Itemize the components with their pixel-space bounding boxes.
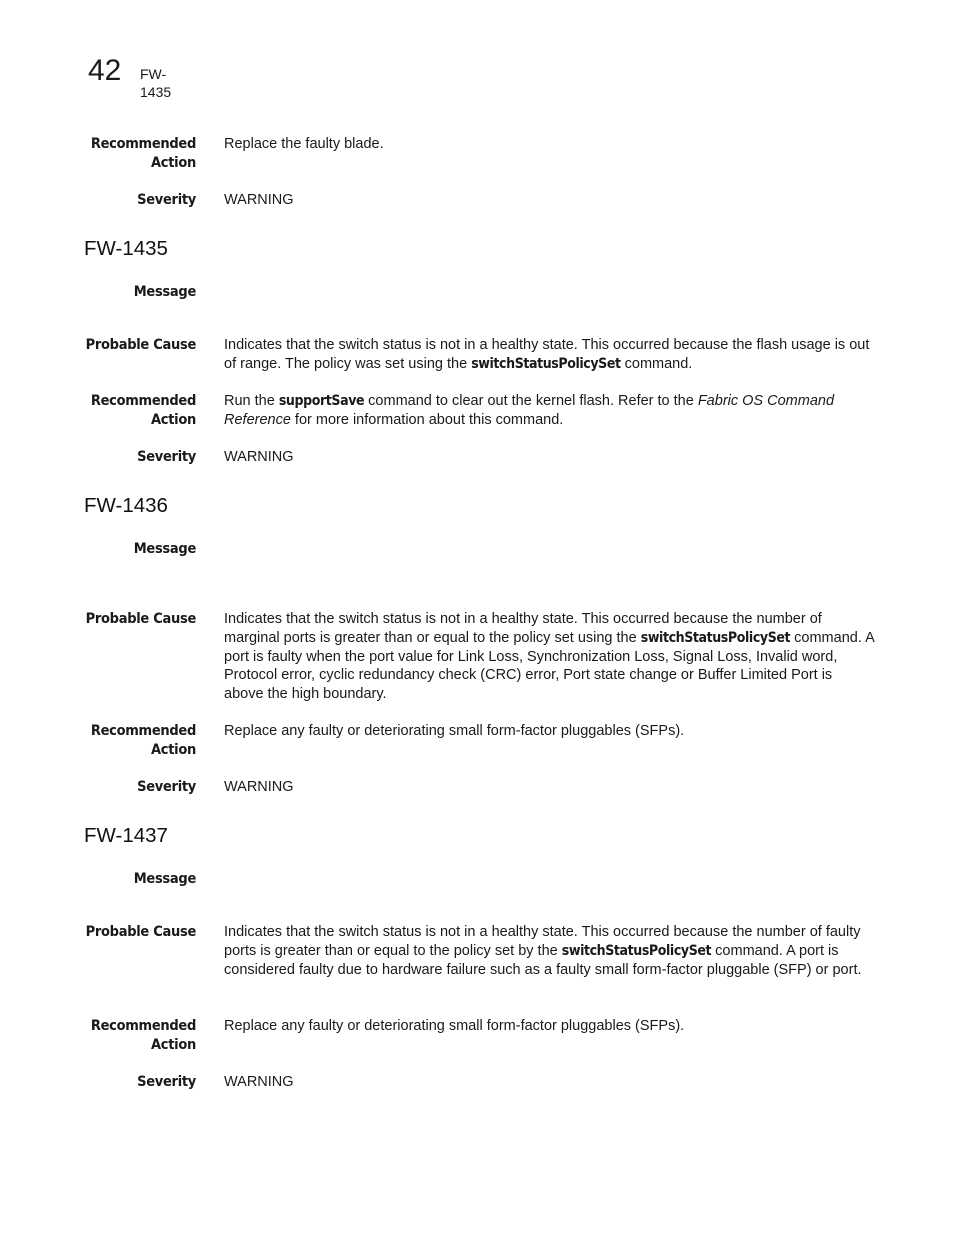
severity-label: Severity xyxy=(137,192,196,208)
probable-cause-text xyxy=(224,923,874,979)
label-line-2: Action xyxy=(151,1037,196,1053)
text-run: Run the xyxy=(224,393,279,409)
text-run: Indicates that the switch status is not in a healthy state. This occurred because the number of marginal ports is greater than or equal to the policy set using the xyxy=(224,611,822,646)
severity-value: WARNING xyxy=(224,449,294,465)
severity-label: Severity xyxy=(137,779,196,795)
probable-cause-label: Probable Cause xyxy=(85,337,196,353)
probable-cause-text xyxy=(224,336,874,374)
recommended-action-text xyxy=(224,392,874,430)
label-line-2: Action xyxy=(151,412,196,428)
text-run: command to clear out the kernel flash. Refer to the xyxy=(364,393,698,409)
running-title: FW-1435 xyxy=(140,66,172,100)
label-line-2: Action xyxy=(151,155,196,171)
command-name: switchStatusPolicySet xyxy=(471,355,621,372)
label-line-2: Action xyxy=(151,742,196,758)
severity-value: WARNING xyxy=(224,192,294,208)
chapter-number: 42 xyxy=(88,54,122,87)
recommended-action-label xyxy=(46,1017,196,1055)
recommended-action-label xyxy=(46,392,196,430)
text-run: command. A port is considered faulty due to hardware failure such as a faulty small form-factor pluggable (SFP) or port. xyxy=(224,942,862,978)
severity-label: Severity xyxy=(137,1074,196,1090)
text-run: command. xyxy=(620,355,693,372)
recommended-action-label xyxy=(46,135,196,173)
document-reference: Fabric OS Command Reference xyxy=(224,393,835,428)
text-run: command. A port is faulty when the port value for Link Loss, Synchronization Loss, Signal Loss, Invalid word, Protocol error, cyclic redundancy check (CRC) error, Port state change or Buffer Limited Port is above the high boundary. xyxy=(224,629,874,703)
message-label: Message xyxy=(133,871,196,887)
command-name: supportSave xyxy=(278,393,365,409)
message-label: Message xyxy=(133,284,196,300)
command-name: switchStatusPolicySet xyxy=(640,629,791,646)
recommended-action-text: Replace any faulty or deteriorating small form-factor pluggables (SFPs). xyxy=(224,723,685,739)
severity-value: WARNING xyxy=(224,1074,294,1090)
recommended-action-text: Replace any faulty or deteriorating small form-factor pluggables (SFPs). xyxy=(224,1018,685,1034)
label-line-1: Recommended xyxy=(90,393,196,409)
severity-label: Severity xyxy=(137,449,196,465)
probable-cause-text xyxy=(224,610,874,704)
recommended-action-text: Replace the faulty blade. xyxy=(224,136,384,152)
recommended-action-label xyxy=(46,722,196,760)
text-run: for more information about this command. xyxy=(290,411,564,428)
label-line-1: Recommended xyxy=(90,1018,196,1034)
command-name: switchStatusPolicySet xyxy=(561,942,712,959)
text-run: Indicates that the switch status is not in a healthy state. This occurred because the number of faulty ports is greater than or equal to the policy set by the xyxy=(224,924,861,959)
message-label: Message xyxy=(133,541,196,557)
probable-cause-label: Probable Cause xyxy=(85,611,196,627)
entry-title: FW-1436 xyxy=(84,494,168,517)
severity-value: WARNING xyxy=(224,779,294,795)
entry-title: FW-1435 xyxy=(84,237,168,260)
label-line-1: Recommended xyxy=(90,136,196,152)
text-run: Indicates that the switch status is not in a healthy state. This occurred because the flash usage is out of range. The policy was set using the xyxy=(224,337,870,372)
label-line-1: Recommended xyxy=(90,723,196,739)
probable-cause-label: Probable Cause xyxy=(85,924,196,940)
entry-title: FW-1437 xyxy=(84,824,168,847)
